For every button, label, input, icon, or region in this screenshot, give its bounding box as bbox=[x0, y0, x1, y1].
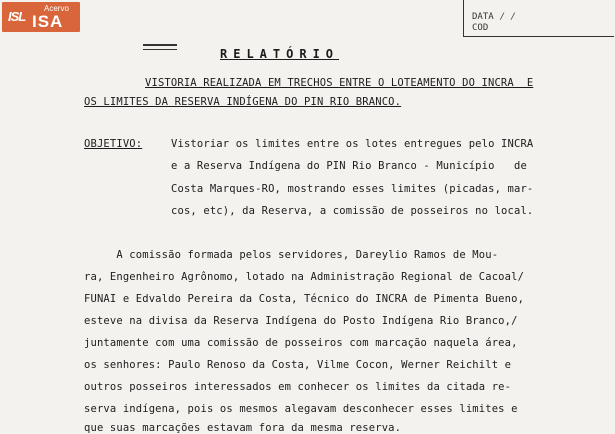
objective-line: e a Reserva Indígena do PIN Rio Branco - Município de bbox=[171, 160, 527, 172]
watermark-isa-label: ISA bbox=[32, 12, 64, 31]
acervo-isa-watermark bbox=[2, 2, 80, 32]
paragraph-line: serva indígena, pois os mesmos alegavam desconhecer esses limites e bbox=[84, 403, 518, 415]
stamp-row-data: DATA / / bbox=[472, 12, 516, 22]
paragraph-line: que suas marcações estavam fora da mesma reserva. bbox=[84, 422, 402, 434]
objective-line: cos, etc), da Reserva, a comissão de posseiros no local. bbox=[171, 205, 534, 217]
objective-label: OBJETIVO: bbox=[84, 138, 143, 150]
subtitle-line: VISTORIA REALIZADA EM TRECHOS ENTRE O LOTEAMENTO DO INCRA E bbox=[145, 77, 534, 89]
paragraph-line: FUNAI e Edvaldo Pereira da Costa, Técnico do INCRA de Pimenta Bueno, bbox=[84, 293, 525, 305]
objective-line: Costa Marques-RO, mostrando esses limites (picadas, mar- bbox=[171, 183, 534, 195]
paragraph-line: os senhores: Paulo Renoso da Costa, Vilme Cocon, Werner Reichilt e bbox=[84, 359, 512, 371]
stamp-row bbox=[472, 1, 478, 11]
paragraph-line: A comissão formada pelos servidores, Dareylio Ramos de Mou- bbox=[84, 249, 499, 261]
paragraph-line: juntamente com uma comissão de posseiros com marcação naquela área, bbox=[84, 337, 518, 349]
paragraph-line: outros posseiros interessados em conhecer os limites da citada re- bbox=[84, 381, 512, 393]
hand-mark bbox=[143, 44, 177, 56]
document-title: RELATÓRIO bbox=[220, 47, 340, 61]
archive-stamp bbox=[463, 0, 614, 37]
paragraph-line: esteve na divisa da Reserva Indígena do Posto Indígena Rio Branco,/ bbox=[84, 315, 518, 327]
subtitle-line: OS LIMITES DA RESERVA INDÍGENA DO PIN RIO BRANCO. bbox=[84, 96, 402, 108]
isa-logo-icon: ISL bbox=[8, 9, 26, 24]
objective-line: Vistoriar os limites entre os lotes entregues pelo INCRA bbox=[171, 138, 534, 150]
stamp-row-cod: COD bbox=[472, 23, 489, 33]
paragraph-line: ra, Engenheiro Agrônomo, lotado na Administração Regional de Cacoal/ bbox=[84, 271, 525, 283]
watermark-acervo-label: Acervo bbox=[44, 4, 69, 13]
